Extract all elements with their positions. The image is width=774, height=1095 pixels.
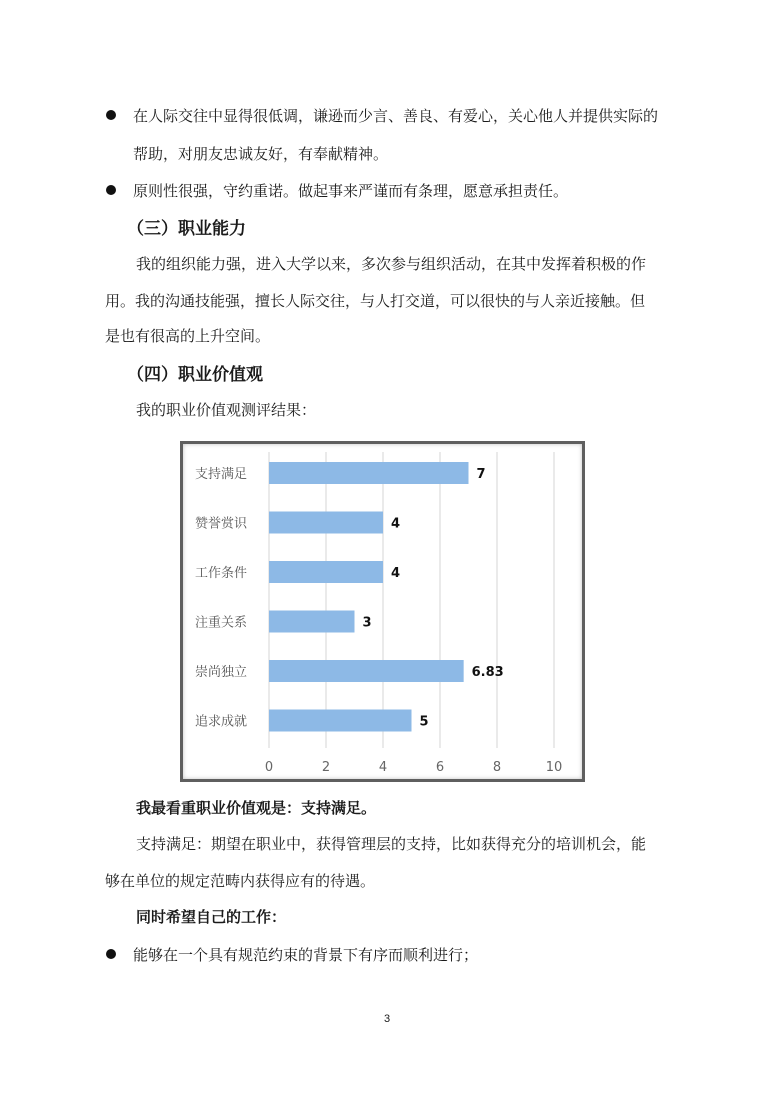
category-label: 赞誉赏识 <box>195 516 248 532</box>
data-label: 5 <box>419 714 429 730</box>
bullet-dot <box>106 110 116 120</box>
x-tick-label: 2 <box>321 760 331 775</box>
bar <box>269 710 412 732</box>
chart-svg <box>183 444 582 779</box>
x-tick-label: 6 <box>435 760 445 775</box>
paragraph-line: 够在单位的规定范畴内获得应有的待遇。 <box>105 872 376 890</box>
category-label: 支持满足 <box>195 467 248 482</box>
bullet-text: 能够在一个具有规范约束的背景下有序而顺利进行； <box>133 946 479 964</box>
bullet-text-continued: 帮助，对朋友忠诚友好，有奉献精神。 <box>133 145 389 163</box>
paragraph-line: 用。我的沟通技能强，擅长人际交往，与人打交道，可以很快的与人亲近接触。但 <box>105 292 646 310</box>
x-tick-label: 8 <box>492 760 502 775</box>
conclusion-line: 我最看重职业价值观是：支持满足。 <box>136 799 377 817</box>
data-label: 6.83 <box>471 665 504 680</box>
x-tick-label: 4 <box>378 760 388 775</box>
bar <box>269 512 383 534</box>
career-values-chart <box>180 441 585 782</box>
data-label: 4 <box>391 566 401 581</box>
data-label: 3 <box>362 615 372 631</box>
bullet-dot <box>106 185 116 195</box>
bar <box>269 660 464 682</box>
x-tick-label: 10 <box>545 760 563 775</box>
x-tick-label: 0 <box>264 760 274 775</box>
sub-heading: 同时希望自己的工作： <box>136 908 287 926</box>
bar <box>269 561 383 583</box>
category-label: 注重关系 <box>195 615 248 631</box>
section-heading-career-values: （四）职业价值观 <box>127 365 263 385</box>
paragraph-line: 是也有很高的上升空间。 <box>105 327 271 345</box>
section-heading-career-ability: （三）职业能力 <box>127 219 246 239</box>
bar <box>269 462 469 484</box>
data-label: 7 <box>476 467 486 482</box>
data-label: 4 <box>391 516 401 532</box>
bullet-text: 在人际交往中显得很低调，谦逊而少言、善良、有爱心，关心他人并提供实际的 <box>133 107 659 125</box>
bar <box>269 611 355 633</box>
bullet-dot <box>106 949 116 959</box>
bullet-text: 原则性很强，守约重诺。做起事来严谨而有条理，愿意承担责任。 <box>133 182 569 200</box>
chart-intro: 我的职业价值观测评结果： <box>136 401 317 419</box>
category-label: 工作条件 <box>195 566 248 581</box>
paragraph-line: 我的组织能力强，进入大学以来，多次参与组织活动，在其中发挥着积极的作 <box>136 255 647 273</box>
paragraph-line: 支持满足：期望在职业中，获得管理层的支持，比如获得充分的培训机会，能 <box>136 835 647 853</box>
category-label: 追求成就 <box>195 714 248 730</box>
category-label: 崇尚独立 <box>195 665 248 680</box>
page-number: 3 <box>383 1013 391 1025</box>
